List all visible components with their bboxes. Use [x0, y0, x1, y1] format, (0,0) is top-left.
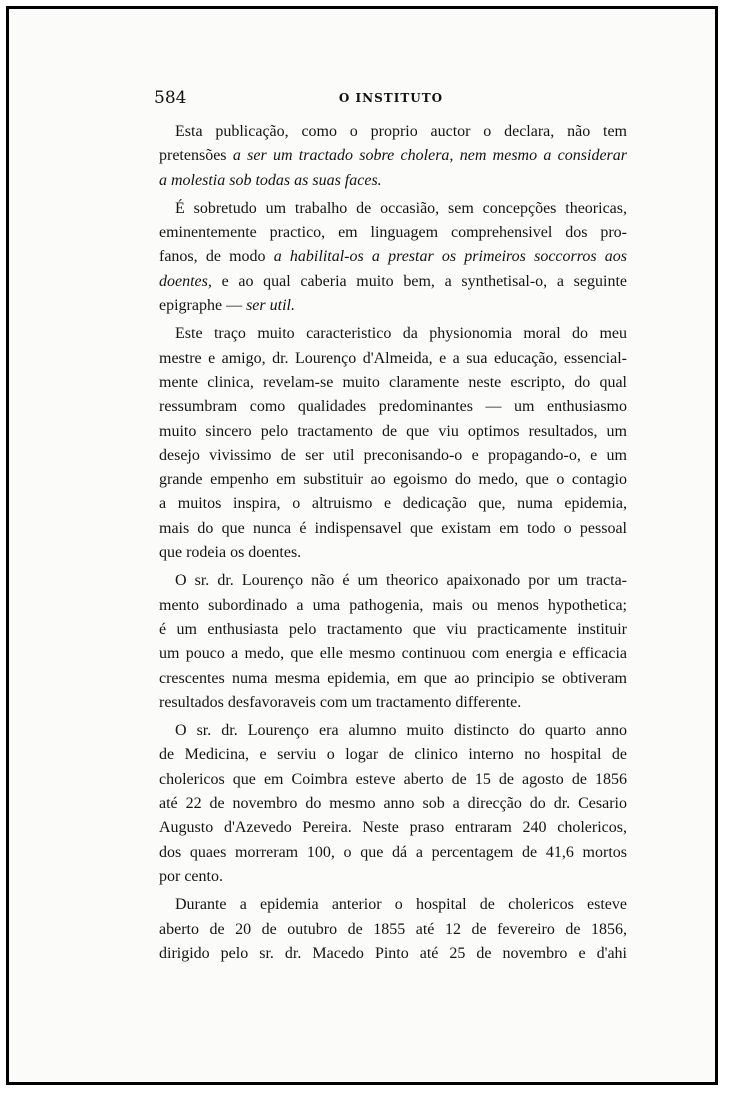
text-line	[159, 893, 627, 917]
text-run: que rodeia os doentes.	[159, 544, 302, 562]
text-run: mestre e amigo, dr. Lourenço d'Almeida, e a sua educação, essencial-	[159, 349, 627, 367]
text-line	[159, 169, 627, 193]
text-line	[159, 517, 627, 541]
text-line	[159, 841, 627, 865]
italic-text: a molestia sob todas as suas faces.	[159, 171, 382, 189]
text-line	[159, 618, 627, 642]
page-header	[154, 88, 628, 112]
text-line	[159, 569, 627, 593]
text-run: muito sincero pelo tractamento de que viu optimos resultados, um	[159, 422, 627, 440]
text-line	[159, 444, 627, 468]
text-line	[159, 743, 627, 767]
text-run: por cento.	[159, 867, 223, 885]
running-title: O INSTITUTO	[338, 91, 444, 105]
text-run: pretensões	[159, 147, 233, 165]
text-run: É sobretudo um trabalho de occasião, sem concepções theoricas,	[175, 199, 627, 217]
text-run: Este traço muito caracteristico da physionomia moral do meu	[175, 325, 627, 343]
text-run: e ao qual caberia muito bem, a synthetisal-o, a seguinte	[211, 272, 627, 290]
text-run: resultados desfavoraveis com um tractamento differente.	[159, 693, 522, 711]
text-run: mais do que nunca é indispensavel que existam em todo o pessoal	[159, 519, 627, 537]
text-run: é um enthusiasta pelo tractamento que viu practicamente instituir	[159, 620, 627, 638]
text-line	[159, 594, 627, 618]
italic-text: a ser um tractado sobre cholera, nem mesmo a considerar	[232, 147, 628, 165]
text-run: dos quaes morreram 100, o que dá a percentagem de 41,6 mortos	[159, 843, 627, 861]
text-run: ressumbram como qualidades predominantes — um enthusiasmo	[159, 398, 627, 416]
text-run: dirigido pelo sr. dr. Macedo Pinto até 25 de novembro e d'ahi	[159, 944, 627, 962]
text-run: até 22 de novembro do mesmo anno sob a direcção do dr. Cesario	[159, 795, 627, 813]
text-line	[159, 667, 627, 691]
text-line	[159, 294, 627, 318]
text-run: epigraphe —	[159, 297, 247, 315]
text-run: O sr. dr. Lourenço não é um theorico apaixonado por um tracta-	[175, 572, 627, 590]
text-line	[159, 420, 627, 444]
text-line	[159, 270, 627, 294]
text-line	[159, 541, 627, 565]
text-line	[159, 942, 627, 966]
text-line	[159, 918, 627, 942]
text-run: mente clinica, revelam-se muito claramente neste escripto, do qual	[159, 373, 627, 391]
body-text	[159, 120, 627, 966]
italic-text: doentes,	[159, 272, 212, 290]
text-line	[159, 245, 627, 269]
text-line	[159, 144, 627, 168]
text-line	[159, 792, 627, 816]
text-run: cholericos que em Coimbra esteve aberto de 15 de agosto de 1856	[159, 770, 627, 788]
text-line	[159, 768, 627, 792]
text-run: aberto de 20 de outubro de 1855 até 12 de fevereiro de 1856,	[159, 920, 627, 938]
text-run: grande empenho em substituir ao egoismo do medo, que o contagio	[159, 471, 627, 489]
text-line	[159, 371, 627, 395]
text-run: fanos, de modo	[159, 248, 274, 266]
text-run: um pouco a medo, que elle mesmo continuou com energia e efficacia	[159, 645, 627, 663]
italic-text: ser util.	[246, 297, 295, 315]
text-run: mento subordinado a uma pathogenia, mais ou menos hypothetica;	[159, 596, 627, 614]
text-run: Augusto d'Azevedo Pereira. Neste praso entraram 240 cholericos,	[159, 819, 627, 837]
text-run: a muitos inspira, o altruismo e dedicação que, numa epidemia,	[159, 495, 627, 513]
text-run: desejo vivissimo de ser util preconisando-o e propagando-o, e um	[159, 446, 627, 464]
text-run: O sr. dr. Lourenço era alumno muito distincto do quarto anno	[175, 722, 627, 740]
text-line	[159, 221, 627, 245]
text-line	[159, 197, 627, 221]
text-line	[159, 691, 627, 715]
text-run: crescentes numa mesma epidemia, em que ao principio se obtiveram	[159, 669, 627, 687]
text-line	[159, 468, 627, 492]
text-line	[159, 719, 627, 743]
text-line	[159, 492, 627, 516]
text-line	[159, 816, 627, 840]
text-line	[159, 865, 627, 889]
text-run: eminentemente practico, em linguagem comprehensivel dos pro-	[159, 224, 627, 242]
text-run: de Medicina, e serviu o logar de clinico interno no hospital de	[159, 746, 627, 764]
text-line	[159, 642, 627, 666]
text-line	[159, 395, 627, 419]
text-line	[159, 322, 627, 346]
text-line	[159, 347, 627, 371]
italic-text: a habilital-os a prestar os primeiros soccorros aos	[273, 248, 628, 266]
text-run: Durante a epidemia anterior o hospital de cholericos esteve	[175, 896, 627, 914]
text-run: Esta publicação, como o proprio auctor o declara, não tem	[175, 123, 627, 140]
page-number: 584	[154, 88, 187, 108]
text-line	[159, 120, 627, 144]
